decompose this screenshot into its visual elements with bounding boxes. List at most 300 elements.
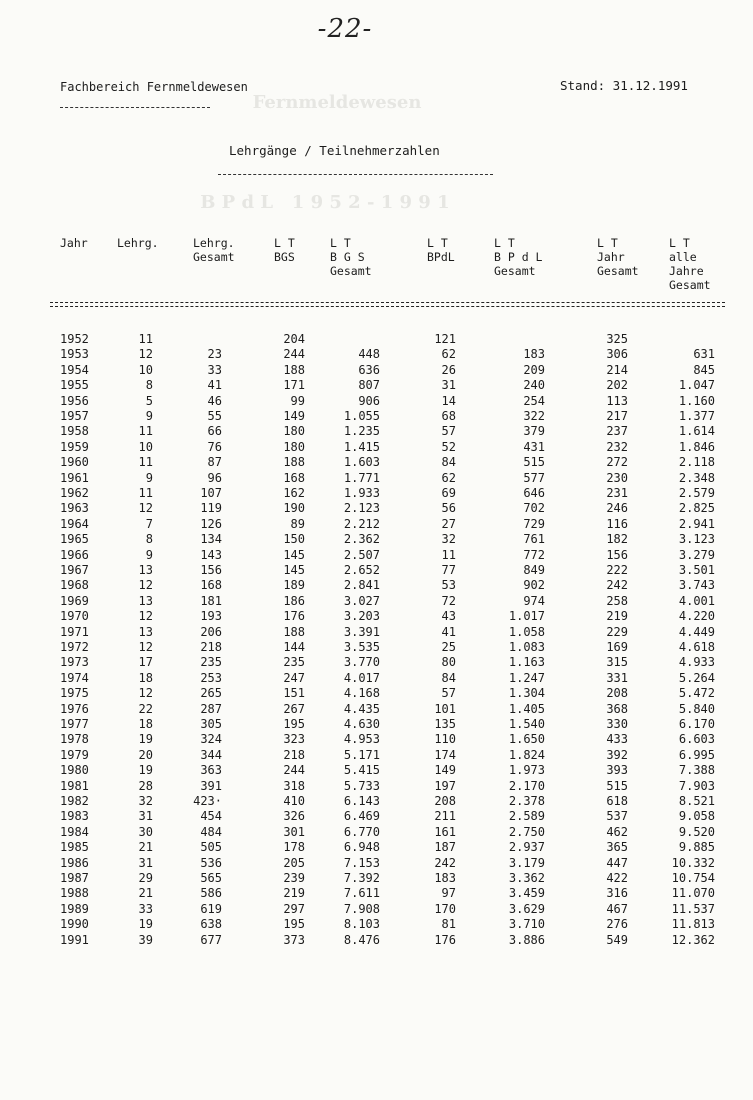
cell-lt_bgs_gesamt: 2.212 [343, 516, 380, 531]
cell-lehrg: 12 [138, 578, 153, 593]
cell-lehrg_gesamt: 66 [207, 424, 222, 439]
column-header-lt_bpdl: L T BPdL [427, 236, 455, 264]
cell-lt_bgs_gesamt: 7.153 [343, 855, 380, 870]
table-row [0, 517, 753, 532]
cell-lehrg: 28 [138, 778, 153, 793]
cell-lehrg_gesamt: 565 [200, 871, 222, 885]
table-row [0, 424, 753, 439]
cell-lt_bpdl: 32 [441, 532, 456, 547]
cell-lt_bpdl_gesamt: 379 [523, 424, 545, 439]
cell-lt_jahr_gesamt: 217 [606, 409, 628, 423]
cell-lehrg: 13 [138, 563, 153, 577]
cell-lt_bgs: 326 [283, 809, 305, 824]
cell-lt_bpdl_gesamt: 577 [523, 470, 545, 485]
cell-lt_bpdl: 52 [441, 439, 456, 454]
cell-lehrg: 19 [138, 763, 153, 778]
cell-lehrg: 8 [145, 378, 153, 393]
column-header-lehrg: Lehrg. [117, 236, 159, 250]
cell-lt_bgs_gesamt: 1.603 [343, 455, 380, 470]
cell-lt_bpdl: 68 [441, 409, 456, 423]
cell-lehrg: 21 [138, 886, 153, 901]
cell-lt_bgs_gesamt: 807 [358, 378, 380, 393]
cell-lt_bgs: 180 [283, 439, 305, 454]
cell-lt_bpdl_gesamt: 1.304 [508, 686, 545, 701]
cell-lt_bgs_gesamt: 8.103 [343, 917, 380, 932]
cell-lt_alle: 1.377 [678, 409, 715, 423]
cell-lt_alle: 4.220 [678, 609, 715, 624]
cell-lt_alle: 5.840 [678, 701, 715, 716]
cell-lt_bgs_gesamt: 7.908 [343, 901, 380, 916]
cell-lt_bpdl_gesamt: 431 [523, 439, 545, 454]
cell-lt_bpdl_gesamt: 2.170 [508, 778, 545, 793]
table-row [0, 640, 753, 655]
cell-lt_jahr_gesamt: 515 [606, 778, 628, 793]
table-row [0, 748, 753, 763]
cell-jahr: 1955 [60, 378, 89, 393]
cell-lehrg_gesamt: 41 [207, 378, 222, 393]
cell-lehrg_gesamt: 235 [200, 655, 222, 670]
cell-lt_bgs: 318 [283, 778, 305, 793]
cell-lt_bgs: 189 [283, 578, 305, 593]
table-row [0, 825, 753, 840]
cell-lt_bpdl: 14 [441, 393, 456, 408]
table-row [0, 886, 753, 901]
cell-lt_bpdl_gesamt: 240 [523, 378, 545, 393]
cell-lt_bpdl_gesamt: 2.589 [508, 809, 545, 824]
cell-lehrg: 12 [138, 609, 153, 624]
cell-lehrg_gesamt: 391 [200, 778, 222, 793]
column-header-lehrg_gesamt: Lehrg. Gesamt [193, 236, 235, 264]
cell-lt_jahr_gesamt: 330 [606, 717, 628, 731]
cell-lt_bpdl: 53 [441, 578, 456, 593]
cell-jahr: 1953 [60, 347, 89, 362]
cell-lehrg_gesamt: 253 [200, 670, 222, 685]
cell-jahr: 1978 [60, 732, 89, 747]
cell-jahr: 1957 [60, 409, 89, 423]
cell-lt_bgs: 171 [283, 378, 305, 393]
cell-lehrg: 13 [138, 624, 153, 639]
cell-lt_bpdl_gesamt: 1.973 [508, 763, 545, 778]
cell-lt_jahr_gesamt: 325 [606, 332, 628, 346]
table-row [0, 732, 753, 747]
column-header-lt_bpdl_gesamt: L T B P d L Gesamt [494, 236, 543, 278]
table-row [0, 717, 753, 732]
column-header-jahr: Jahr [60, 236, 88, 250]
table-row [0, 486, 753, 501]
table-row [0, 455, 753, 470]
cell-lt_bpdl: 101 [434, 701, 456, 716]
cell-jahr: 1989 [60, 901, 89, 916]
cell-lt_bpdl: 81 [441, 917, 456, 932]
cell-lt_jahr_gesamt: 422 [606, 871, 628, 885]
cell-lt_bgs_gesamt: 4.168 [343, 686, 380, 701]
cell-jahr: 1966 [60, 547, 89, 562]
cell-lt_bgs_gesamt: 7.392 [343, 871, 380, 885]
cell-lt_bgs: 99 [290, 393, 305, 408]
cell-jahr: 1987 [60, 871, 89, 885]
cell-lehrg_gesamt: 677 [200, 932, 222, 947]
cell-jahr: 1975 [60, 686, 89, 701]
cell-lt_bgs: 186 [283, 593, 305, 608]
cell-jahr: 1964 [60, 516, 89, 531]
cell-lehrg: 32 [138, 794, 153, 808]
cell-lt_alle: 9.885 [678, 840, 715, 855]
cell-lt_bgs: 188 [283, 455, 305, 470]
cell-lt_alle: 4.449 [678, 624, 715, 639]
cell-lt_alle: 1.614 [678, 424, 715, 439]
cell-lehrg_gesamt: 143 [200, 547, 222, 562]
cell-lehrg_gesamt: 126 [200, 516, 222, 531]
cell-jahr: 1977 [60, 717, 89, 731]
cell-lt_bpdl: 57 [441, 424, 456, 439]
column-header-lt_bgs_gesamt: L T B G S Gesamt [330, 236, 372, 278]
cell-lt_alle: 9.058 [678, 809, 715, 824]
cell-lt_bpdl: 183 [434, 871, 456, 885]
table-row [0, 332, 753, 347]
cell-lt_bgs: 144 [283, 640, 305, 654]
cell-lt_alle: 3.279 [678, 547, 715, 562]
cell-lehrg: 9 [145, 409, 153, 423]
cell-lt_bgs: 323 [283, 732, 305, 747]
cell-lt_bgs_gesamt: 3.391 [343, 624, 380, 639]
cell-lt_bpdl: 62 [441, 347, 456, 362]
cell-lt_bgs: 180 [283, 424, 305, 439]
cell-lehrg: 12 [138, 640, 153, 654]
cell-jahr: 1990 [60, 917, 89, 932]
cell-lt_bpdl_gesamt: 3.459 [508, 886, 545, 901]
cell-lt_bpdl: 80 [441, 655, 456, 670]
cell-lt_alle: 12.362 [671, 932, 715, 947]
cell-jahr: 1962 [60, 486, 89, 500]
cell-lehrg_gesamt: 505 [200, 840, 222, 855]
table-row [0, 625, 753, 640]
cell-lehrg: 31 [138, 809, 153, 824]
cell-lehrg: 12 [138, 686, 153, 701]
cell-lt_bgs: 297 [283, 901, 305, 916]
cell-jahr: 1956 [60, 393, 89, 408]
cell-lt_alle: 3.743 [678, 578, 715, 593]
cell-lt_bgs_gesamt: 636 [358, 362, 380, 377]
cell-lt_jahr_gesamt: 229 [606, 624, 628, 639]
cell-lt_bgs: 89 [290, 516, 305, 531]
cell-lt_alle: 11.070 [671, 886, 715, 901]
cell-lt_jahr_gesamt: 368 [606, 701, 628, 716]
cell-lt_bgs: 145 [283, 563, 305, 577]
cell-lt_bpdl: 174 [434, 747, 456, 762]
cell-lt_bpdl: 187 [434, 840, 456, 855]
cell-lt_bpdl: 84 [441, 670, 456, 685]
cell-lt_bpdl: 69 [441, 486, 456, 500]
table-row [0, 347, 753, 362]
cell-lt_bpdl: 43 [441, 609, 456, 624]
cell-lt_alle: 2.825 [678, 501, 715, 516]
cell-lehrg_gesamt: 287 [200, 701, 222, 716]
cell-lt_bgs_gesamt: 6.948 [343, 840, 380, 855]
cell-jahr: 1976 [60, 701, 89, 716]
cell-lt_jahr_gesamt: 208 [606, 686, 628, 701]
cell-lt_bgs_gesamt: 448 [358, 347, 380, 362]
cell-lt_bgs_gesamt: 1.415 [343, 439, 380, 454]
table-row [0, 917, 753, 932]
table-row [0, 871, 753, 886]
cell-lt_bpdl_gesamt: 3.362 [508, 871, 545, 885]
cell-lt_jahr_gesamt: 222 [606, 563, 628, 577]
cell-lehrg: 9 [145, 470, 153, 485]
cell-lehrg: 11 [138, 486, 153, 500]
cell-lt_bgs: 239 [283, 871, 305, 885]
cell-lt_bgs: 373 [283, 932, 305, 947]
table-row [0, 809, 753, 824]
cell-lt_bgs: 301 [283, 824, 305, 839]
cell-lehrg_gesamt: 206 [200, 624, 222, 639]
table-row [0, 501, 753, 516]
cell-lt_jahr_gesamt: 433 [606, 732, 628, 747]
cell-lehrg_gesamt: 46 [207, 393, 222, 408]
cell-jahr: 1969 [60, 593, 89, 608]
cell-lt_bgs: 190 [283, 501, 305, 516]
cell-lt_alle: 2.579 [678, 486, 715, 500]
cell-jahr: 1959 [60, 439, 89, 454]
cell-lt_bpdl: 135 [434, 717, 456, 731]
table-row [0, 548, 753, 563]
cell-lt_bgs_gesamt: 3.535 [343, 640, 380, 654]
cell-lt_jahr_gesamt: 182 [606, 532, 628, 547]
cell-lt_bgs: 267 [283, 701, 305, 716]
cell-lt_bgs_gesamt: 8.476 [343, 932, 380, 947]
cell-jahr: 1960 [60, 455, 89, 470]
cell-lt_bgs: 176 [283, 609, 305, 624]
cell-lt_bpdl: 62 [441, 470, 456, 485]
cell-lt_alle: 8.521 [678, 794, 715, 808]
table-row [0, 902, 753, 917]
cell-lt_jahr_gesamt: 392 [606, 747, 628, 762]
cell-lt_bpdl: 211 [434, 809, 456, 824]
cell-lehrg: 21 [138, 840, 153, 855]
cell-lehrg_gesamt: 96 [207, 470, 222, 485]
cell-lt_bgs_gesamt: 2.507 [343, 547, 380, 562]
cell-lt_bgs_gesamt: 1.055 [343, 409, 380, 423]
cell-lehrg_gesamt: 536 [200, 855, 222, 870]
cell-lehrg: 39 [138, 932, 153, 947]
cell-lt_bgs_gesamt: 7.611 [343, 886, 380, 901]
cell-jahr: 1972 [60, 640, 89, 654]
cell-lehrg: 18 [138, 670, 153, 685]
cell-lt_bgs: 178 [283, 840, 305, 855]
column-header-lt_jahr_gesamt: L T Jahr Gesamt [597, 236, 639, 278]
cell-lt_bgs_gesamt: 3.027 [343, 593, 380, 608]
cell-lt_jahr_gesamt: 202 [606, 378, 628, 393]
cell-lehrg: 12 [138, 347, 153, 362]
cell-jahr: 1991 [60, 932, 89, 947]
cell-lt_bgs_gesamt: 6.770 [343, 824, 380, 839]
cell-lt_jahr_gesamt: 537 [606, 809, 628, 824]
cell-jahr: 1980 [60, 763, 89, 778]
column-header-lt_alle: L T alle Jahre Gesamt [669, 236, 711, 292]
cell-lt_bpdl: 170 [434, 901, 456, 916]
cell-lehrg_gesamt: 119 [200, 501, 222, 516]
cell-lt_jahr_gesamt: 447 [606, 855, 628, 870]
cell-lehrg: 29 [138, 871, 153, 885]
cell-jahr: 1986 [60, 855, 89, 870]
cell-lt_jahr_gesamt: 237 [606, 424, 628, 439]
cell-jahr: 1958 [60, 424, 89, 439]
cell-jahr: 1985 [60, 840, 89, 855]
cell-lehrg: 5 [145, 393, 153, 408]
cell-lt_bgs: 219 [283, 886, 305, 901]
cell-lt_bpdl: 11 [441, 547, 456, 562]
cell-lt_bgs: 235 [283, 655, 305, 670]
cell-jahr: 1970 [60, 609, 89, 624]
cell-lt_bpdl: 110 [434, 732, 456, 747]
cell-lt_bgs: 218 [283, 747, 305, 762]
cell-lt_jahr_gesamt: 113 [606, 393, 628, 408]
cell-lehrg: 7 [145, 516, 153, 531]
table-row [0, 856, 753, 871]
cell-lt_bpdl_gesamt: 3.179 [508, 855, 545, 870]
cell-lt_alle: 2.118 [678, 455, 715, 470]
cell-lt_bpdl_gesamt: 1.650 [508, 732, 545, 747]
cell-lehrg_gesamt: 484 [200, 824, 222, 839]
cell-lt_jahr_gesamt: 393 [606, 763, 628, 778]
table-row [0, 933, 753, 948]
table-row [0, 394, 753, 409]
cell-lt_jahr_gesamt: 462 [606, 824, 628, 839]
cell-lt_jahr_gesamt: 258 [606, 593, 628, 608]
cell-lehrg: 30 [138, 824, 153, 839]
cell-lt_bpdl_gesamt: 1.017 [508, 609, 545, 624]
status-date: Stand: 31.12.1991 [560, 78, 688, 93]
cell-lehrg: 19 [138, 732, 153, 747]
cell-lt_jahr_gesamt: 316 [606, 886, 628, 901]
cell-lt_bpdl: 97 [441, 886, 456, 901]
cell-lt_bpdl_gesamt: 209 [523, 362, 545, 377]
cell-lt_bpdl_gesamt: 3.710 [508, 917, 545, 932]
cell-lt_jahr_gesamt: 116 [606, 516, 628, 531]
cell-lt_bgs_gesamt: 906 [358, 393, 380, 408]
cell-jahr: 1954 [60, 362, 89, 377]
cell-lt_bgs: 195 [283, 717, 305, 731]
cell-lt_bgs_gesamt: 5.415 [343, 763, 380, 778]
table-row [0, 471, 753, 486]
bleed-through-heading: Fernmeldewesen [215, 92, 422, 113]
cell-lehrg_gesamt: 619 [200, 901, 222, 916]
cell-lt_bpdl_gesamt: 761 [523, 532, 545, 547]
cell-jahr: 1967 [60, 563, 89, 577]
cell-lehrg: 20 [138, 747, 153, 762]
cell-lt_bgs: 151 [283, 686, 305, 701]
cell-lt_jahr_gesamt: 169 [606, 640, 628, 654]
cell-lt_bgs_gesamt: 4.953 [343, 732, 380, 747]
cell-lt_alle: 7.903 [678, 778, 715, 793]
cell-lt_bgs: 149 [283, 409, 305, 423]
cell-lt_alle: 845 [693, 362, 715, 377]
cell-lt_bgs: 188 [283, 624, 305, 639]
cell-lt_bgs: 410 [283, 794, 305, 808]
cell-lehrg_gesamt: 586 [200, 886, 222, 901]
cell-lehrg: 11 [138, 332, 153, 346]
cell-lehrg_gesamt: 87 [207, 455, 222, 470]
cell-lehrg: 9 [145, 547, 153, 562]
cell-lehrg_gesamt: 423· [193, 794, 222, 808]
cell-lehrg_gesamt: 23 [207, 347, 222, 362]
cell-lehrg: 17 [138, 655, 153, 670]
cell-lt_bpdl: 208 [434, 794, 456, 808]
cell-lt_alle: 631 [693, 347, 715, 362]
cell-lt_bgs: 188 [283, 362, 305, 377]
cell-lt_jahr_gesamt: 276 [606, 917, 628, 932]
table-row [0, 794, 753, 809]
cell-lt_bgs: 168 [283, 470, 305, 485]
cell-lt_jahr_gesamt: 306 [606, 347, 628, 362]
cell-lt_bpdl_gesamt: 183 [523, 347, 545, 362]
table-row [0, 763, 753, 778]
cell-lt_bpdl: 25 [441, 640, 456, 654]
cell-lehrg_gesamt: 344 [200, 747, 222, 762]
header-separator [50, 306, 725, 307]
table-row [0, 378, 753, 393]
cell-lt_bpdl_gesamt: 1.058 [508, 624, 545, 639]
subtitle-underline [218, 174, 493, 175]
cell-lt_bgs: 145 [283, 547, 305, 562]
cell-lt_bgs_gesamt: 6.469 [343, 809, 380, 824]
cell-lt_bpdl: 72 [441, 593, 456, 608]
cell-lehrg: 22 [138, 701, 153, 716]
cell-jahr: 1971 [60, 624, 89, 639]
cell-lt_bpdl_gesamt: 1.824 [508, 747, 545, 762]
cell-lt_bpdl_gesamt: 1.083 [508, 640, 545, 654]
department-underline [60, 107, 210, 108]
cell-lt_bgs_gesamt: 1.235 [343, 424, 380, 439]
cell-lehrg_gesamt: 76 [207, 439, 222, 454]
cell-lt_jahr_gesamt: 156 [606, 547, 628, 562]
cell-lehrg: 18 [138, 717, 153, 731]
cell-lt_bgs_gesamt: 1.771 [343, 470, 380, 485]
table-row [0, 594, 753, 609]
table-row [0, 578, 753, 593]
cell-jahr: 1983 [60, 809, 89, 824]
cell-lt_jahr_gesamt: 549 [606, 932, 628, 947]
cell-lt_alle: 3.501 [678, 563, 715, 577]
cell-lt_bpdl_gesamt: 974 [523, 593, 545, 608]
cell-lt_bpdl: 176 [434, 932, 456, 947]
cell-lehrg: 13 [138, 593, 153, 608]
cell-lehrg_gesamt: 33 [207, 362, 222, 377]
cell-lt_bgs: 195 [283, 917, 305, 932]
cell-lt_bpdl_gesamt: 1.540 [508, 717, 545, 731]
cell-lt_bgs_gesamt: 6.143 [343, 794, 380, 808]
cell-lt_jahr_gesamt: 315 [606, 655, 628, 670]
cell-lt_alle: 10.754 [671, 871, 715, 885]
cell-lt_bgs_gesamt: 3.770 [343, 655, 380, 670]
cell-lt_bpdl_gesamt: 849 [523, 563, 545, 577]
cell-jahr: 1952 [60, 332, 89, 346]
cell-lt_alle: 7.388 [678, 763, 715, 778]
cell-lehrg_gesamt: 324 [200, 732, 222, 747]
cell-lt_alle: 4.933 [678, 655, 715, 670]
cell-lt_jahr_gesamt: 246 [606, 501, 628, 516]
cell-lehrg_gesamt: 363 [200, 763, 222, 778]
cell-jahr: 1988 [60, 886, 89, 901]
cell-lt_bpdl_gesamt: 322 [523, 409, 545, 423]
cell-lt_bpdl_gesamt: 3.629 [508, 901, 545, 916]
table-row [0, 409, 753, 424]
cell-lehrg_gesamt: 305 [200, 717, 222, 731]
cell-lehrg_gesamt: 454 [200, 809, 222, 824]
cell-lt_bgs_gesamt: 1.933 [343, 486, 380, 500]
cell-lehrg: 12 [138, 501, 153, 516]
cell-lt_bpdl: 77 [441, 563, 456, 577]
page-number: -22- [317, 14, 373, 44]
